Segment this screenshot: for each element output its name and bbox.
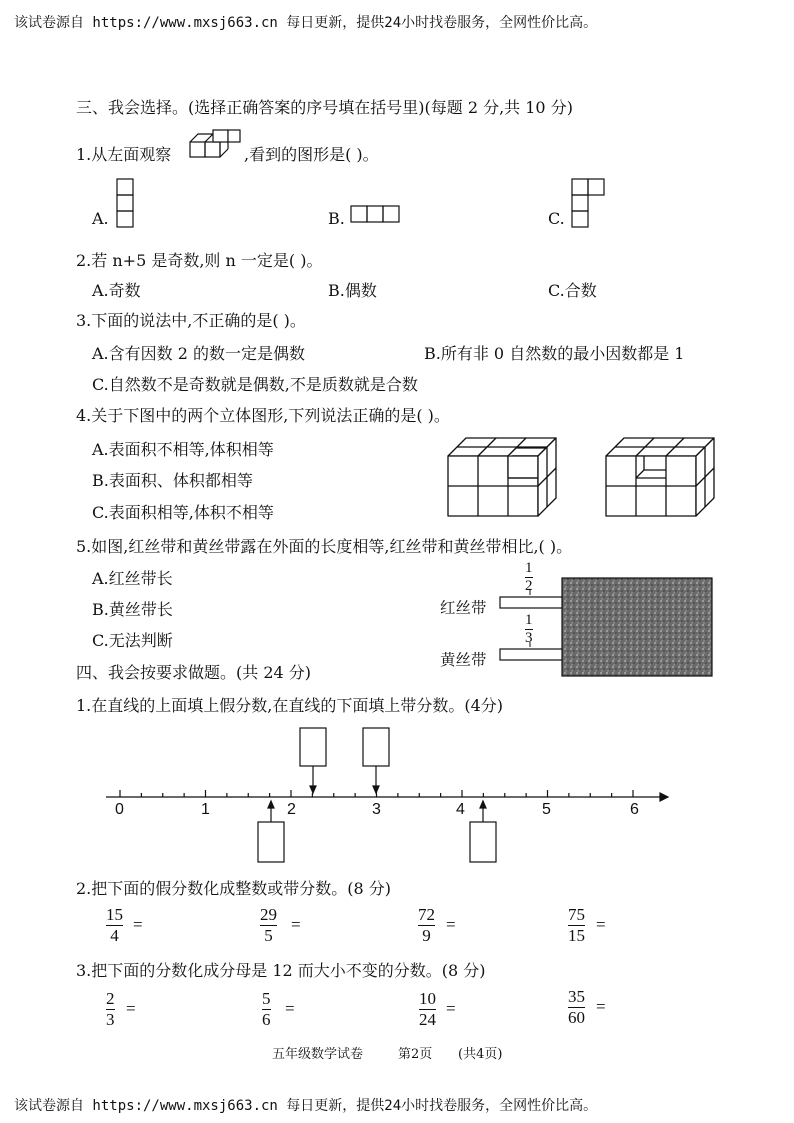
q5-stem: 5.如图,红丝带和黄丝带露在外面的长度相等,红丝带和黄丝带相比,( )。 <box>76 537 573 556</box>
q3-option-c[interactable]: C.自然数不是奇数就是偶数,不是质数就是合数 <box>92 375 418 394</box>
equals-sign: = <box>596 915 606 934</box>
q4-option-a[interactable]: A.表面积不相等,体积相等 <box>92 440 274 459</box>
equals-sign: = <box>285 999 295 1018</box>
tick-label-2: 2 <box>287 801 296 818</box>
fraction-numerator: 15 <box>106 905 123 924</box>
q3-option-b[interactable]: B.所有非 0 自然数的最小因数都是 1 <box>424 344 685 363</box>
s4-q2-fraction-2 <box>260 906 277 945</box>
equals-sign: = <box>126 999 136 1018</box>
q4-solid-left <box>446 436 560 520</box>
q4-option-c[interactable]: C.表面积相等,体积不相等 <box>92 503 274 522</box>
q4-option-b[interactable]: B.表面积、体积都相等 <box>92 471 253 490</box>
yellow-ribbon <box>500 649 562 660</box>
answer-box-top-2 <box>363 728 389 766</box>
q5-option-a[interactable]: A.红丝带长 <box>92 569 173 588</box>
q1-solid-figure <box>188 128 242 162</box>
yellow-frac-num: 1 <box>525 612 533 628</box>
q4-stem: 4.关于下图中的两个立体图形,下列说法正确的是( )。 <box>76 406 450 425</box>
fraction-numerator: 75 <box>568 905 585 924</box>
q1-option-a-figure <box>116 178 134 230</box>
top-banner: 该试卷源自 https://www.mxsj663.cn 每日更新，提供24小时找卷服务，全网性价比高。 <box>14 15 598 31</box>
answer-box-bottom-2 <box>470 822 496 862</box>
fraction-numerator: 29 <box>260 905 277 924</box>
fraction-numerator: 2 <box>106 989 115 1008</box>
q1-option-b-label[interactable]: B. <box>328 209 345 228</box>
s4-q3-fraction-4 <box>568 988 585 1027</box>
equals-sign: = <box>596 997 606 1016</box>
bottom-banner: 该试卷源自 https://www.mxsj663.cn 每日更新，提供24小时找卷服务，全网性价比高。 <box>14 1098 598 1114</box>
q4-solid-right <box>604 436 718 520</box>
footer-page: 第2页 <box>398 1047 433 1062</box>
q3-option-a[interactable]: A.含有因数 2 的数一定是偶数 <box>92 344 305 363</box>
q1-option-c-label[interactable]: C. <box>548 209 565 228</box>
fraction-numerator: 5 <box>262 989 271 1008</box>
answer-box-bottom-1 <box>258 822 284 862</box>
yellow-ribbon-fraction <box>525 613 533 646</box>
q2-option-a[interactable]: A.奇数 <box>92 281 141 300</box>
red-ribbon-fraction <box>525 561 533 594</box>
s4-q2-fraction-1 <box>106 906 123 945</box>
s4-q2-fraction-3 <box>418 906 435 945</box>
footer-exam-name: 五年级数学试卷 <box>272 1047 364 1062</box>
s4-q3-fraction-1 <box>106 990 115 1029</box>
s4-q3-fraction-3 <box>419 990 436 1029</box>
fraction-denominator: 9 <box>422 926 431 945</box>
red-ribbon <box>500 597 562 608</box>
q1-stem-before: 1.从左面观察 <box>76 145 172 164</box>
fraction-denominator: 4 <box>110 926 119 945</box>
q1-stem-after: ,看到的图形是( )。 <box>244 145 379 164</box>
box-shaded <box>562 578 712 676</box>
q2-stem: 2.若 n+5 是奇数,则 n 一定是( )。 <box>76 251 323 270</box>
answer-box-top-1 <box>300 728 326 766</box>
q2-option-b[interactable]: B.偶数 <box>328 281 377 300</box>
q5-option-c[interactable]: C.无法判断 <box>92 631 173 650</box>
fraction-denominator: 5 <box>264 926 273 945</box>
fraction-denominator: 60 <box>568 1008 585 1027</box>
tick-label-3: 3 <box>372 801 381 818</box>
s4-q3-fraction-2 <box>262 990 271 1029</box>
tick-label-0: 0 <box>115 801 124 818</box>
equals-sign: = <box>446 999 456 1018</box>
s4-q2-fraction-4 <box>568 906 585 945</box>
s4-q3-stem: 3.把下面的分数化成分母是 12 而大小不变的分数。(8 分) <box>76 961 486 980</box>
section-3-title: 三、我会选择。(选择正确答案的序号填在括号里)(每题 2 分,共 10 分) <box>76 98 573 117</box>
q3-stem: 3.下面的说法中,不正确的是( )。 <box>76 311 306 330</box>
equals-sign: = <box>446 915 456 934</box>
section-4-title: 四、我会按要求做题。(共 24 分) <box>76 663 312 682</box>
tick-label-5: 5 <box>542 801 551 818</box>
s4-q1-stem: 1.在直线的上面填上假分数,在直线的下面填上带分数。(4分) <box>76 696 504 715</box>
q2-option-c[interactable]: C.合数 <box>548 281 597 300</box>
yellow-frac-den: 3 <box>525 630 533 646</box>
number-line <box>100 724 680 874</box>
red-frac-den: 2 <box>525 578 533 594</box>
fraction-numerator: 35 <box>568 987 585 1006</box>
fraction-denominator: 6 <box>262 1010 271 1029</box>
fraction-numerator: 72 <box>418 905 435 924</box>
yellow-ribbon-label: 黄丝带 <box>440 651 487 669</box>
red-frac-num: 1 <box>525 560 533 576</box>
q5-option-b[interactable]: B.黄丝带长 <box>92 600 173 619</box>
tick-label-4: 4 <box>456 801 465 818</box>
fraction-numerator: 10 <box>419 989 436 1008</box>
fraction-denominator: 3 <box>106 1010 115 1029</box>
q1-option-c-figure <box>571 178 607 230</box>
tick-label-1: 1 <box>201 801 210 818</box>
footer-total: (共4页) <box>458 1047 503 1062</box>
equals-sign: = <box>291 915 301 934</box>
tick-label-6: 6 <box>630 801 639 818</box>
s4-q2-stem: 2.把下面的假分数化成整数或带分数。(8 分) <box>76 879 392 898</box>
fraction-denominator: 24 <box>419 1010 436 1029</box>
red-ribbon-label: 红丝带 <box>440 599 487 617</box>
fraction-denominator: 15 <box>568 926 585 945</box>
q1-option-a-label[interactable]: A. <box>92 209 109 228</box>
equals-sign: = <box>133 915 143 934</box>
q1-option-b-figure <box>350 205 402 225</box>
